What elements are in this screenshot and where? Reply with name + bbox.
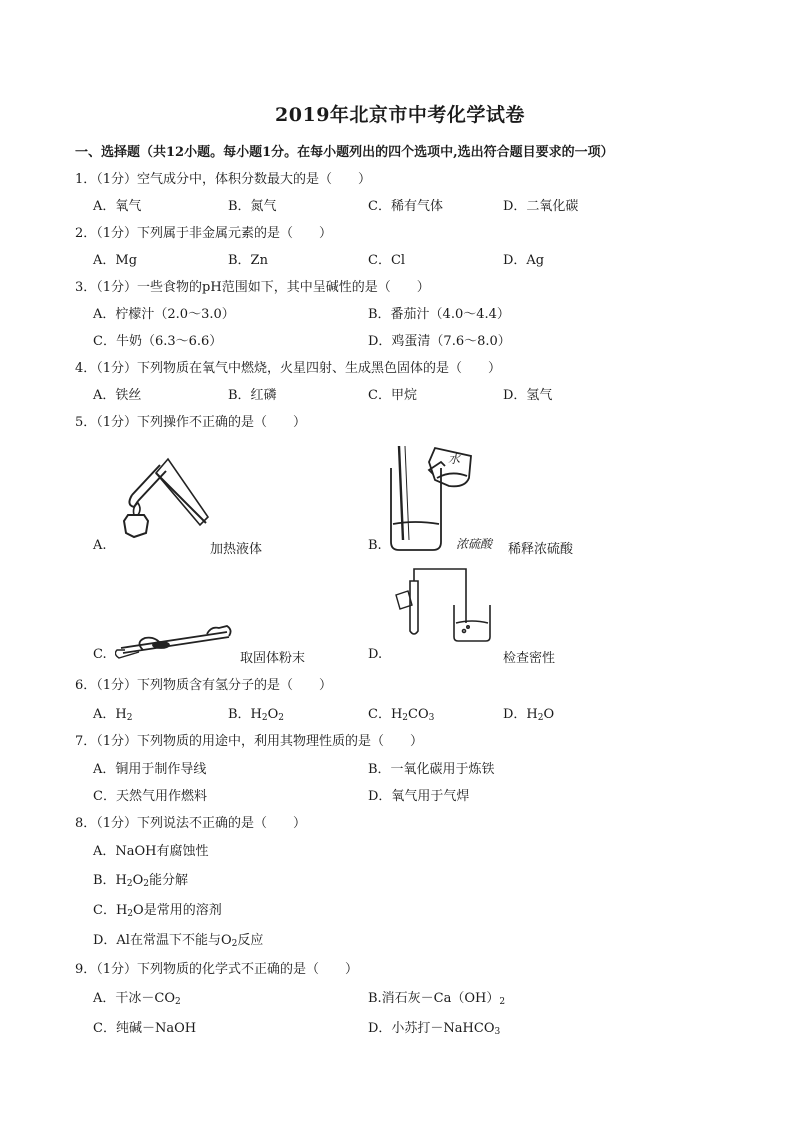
- question-2-option-c: C．Cl: [368, 253, 406, 268]
- question-9-option-b: B.消石灰$-Ca(OH)_2$: [368, 991, 506, 1007]
- question-8-option-b: B．$H_2O_2$能分解: [93, 873, 189, 889]
- section-heading: 一、选择题（共12小题。每小题1分。在每小题列出的四个选项中,选出符合题目要求的一项）: [75, 145, 614, 160]
- question-6-option-d: D．$H_2O$: [503, 707, 555, 723]
- question-3-option-b: B．番茄汁（4.0～4.4）: [368, 307, 510, 322]
- powder-illustration: [115, 620, 235, 660]
- question-9-stem: 9．（1分）下列物质的化学式不正确的是（ ）: [75, 962, 359, 977]
- question-7-option-d: D．氧气用于气焊: [368, 789, 470, 804]
- question-5-option-a-letter: A.: [93, 538, 107, 553]
- question-5-option-b-letter: B.: [368, 538, 382, 553]
- question-4-option-b: B．红磷: [228, 388, 277, 403]
- question-1-option-c: C．稀有气体: [368, 199, 443, 214]
- question-7-option-c: C．天然气用作燃料: [93, 789, 207, 804]
- question-3-option-c: C．牛奶（6.3～6.6）: [93, 334, 223, 349]
- question-5-option-b-caption: 稀释浓硫酸: [508, 542, 574, 557]
- question-6-stem: 6．（1分）下列物质含有氢分子的是（ ）: [75, 678, 333, 693]
- question-8-option-c: C．$H_2O$是常用的溶剂: [93, 903, 222, 919]
- question-5-option-d-caption: 检查密性: [503, 651, 556, 666]
- question-5-option-c-letter: C.: [93, 647, 107, 662]
- question-3-option-d: D．鸡蛋清（7.6～8.0）: [368, 334, 511, 349]
- question-8-option-a: A．NaOH有腐蚀性: [93, 844, 209, 859]
- heating-liquid-illustration: [108, 445, 218, 555]
- question-3-stem: 3．（1分）一些食物的pH范围如下，其中呈碱性的是（ ）: [75, 280, 430, 295]
- question-1-option-d: D．二氧化碳: [503, 199, 579, 214]
- airtightness-illustration: [390, 565, 500, 645]
- question-7-option-b: B．一氧化碳用于炼铁: [368, 762, 495, 777]
- question-8-option-d: D．Al在常温下不能与$O_2$反应: [93, 933, 264, 949]
- question-6-option-c: C．$H_2CO_3$: [368, 707, 435, 723]
- question-2-option-a: A．Mg: [93, 253, 138, 268]
- question-8-stem: 8．（1分）下列说法不正确的是（ ）: [75, 816, 307, 831]
- question-9-option-c: C．纯碱－NaOH: [93, 1021, 197, 1036]
- question-5-option-a-caption: 加热液体: [210, 542, 263, 557]
- question-6-option-b: B．$H_2O_2$: [228, 707, 285, 723]
- question-6-option-a: A．$H_2$: [93, 707, 133, 723]
- question-4-option-d: D．氢气: [503, 388, 553, 403]
- question-4-option-c: C．甲烷: [368, 388, 417, 403]
- question-5-stem: 5．（1分）下列操作不正确的是（ ）: [75, 415, 307, 430]
- water-label: 水: [448, 452, 461, 466]
- question-1-option-a: A．氧气: [93, 199, 142, 214]
- question-2-option-b: B．Zn: [228, 253, 268, 268]
- acid-label: 浓硫酸: [456, 537, 493, 551]
- question-5-option-d-letter: D.: [368, 647, 383, 662]
- question-9-option-d: D．小苏打－NaHCO$_3$: [368, 1021, 501, 1037]
- page-title: 2019年北京市中考化学试卷: [275, 104, 525, 126]
- question-4-option-a: A．铁丝: [93, 388, 142, 403]
- question-1-option-b: B．氮气: [228, 199, 277, 214]
- question-1-stem: 1．（1分）空气成分中，体积分数最大的是（ ）: [75, 172, 372, 187]
- question-3-option-a: A．柠檬汁（2.0～3.0）: [93, 307, 235, 322]
- question-5-option-c-caption: 取固体粉末: [240, 651, 306, 666]
- question-4-stem: 4．（1分）下列物质在氧气中燃烧，火星四射、生成黑色固体的是（ ）: [75, 361, 502, 376]
- question-7-option-a: A．铜用于制作导线: [93, 762, 207, 777]
- question-9-option-a: A．干冰$-CO_2$: [93, 991, 181, 1007]
- question-7-stem: 7．（1分）下列物质的用途中，利用其物理性质的是（ ）: [75, 734, 424, 749]
- question-2-option-d: D．Ag: [503, 253, 545, 268]
- question-2-stem: 2．（1分）下列属于非金属元素的是（ ）: [75, 226, 333, 241]
